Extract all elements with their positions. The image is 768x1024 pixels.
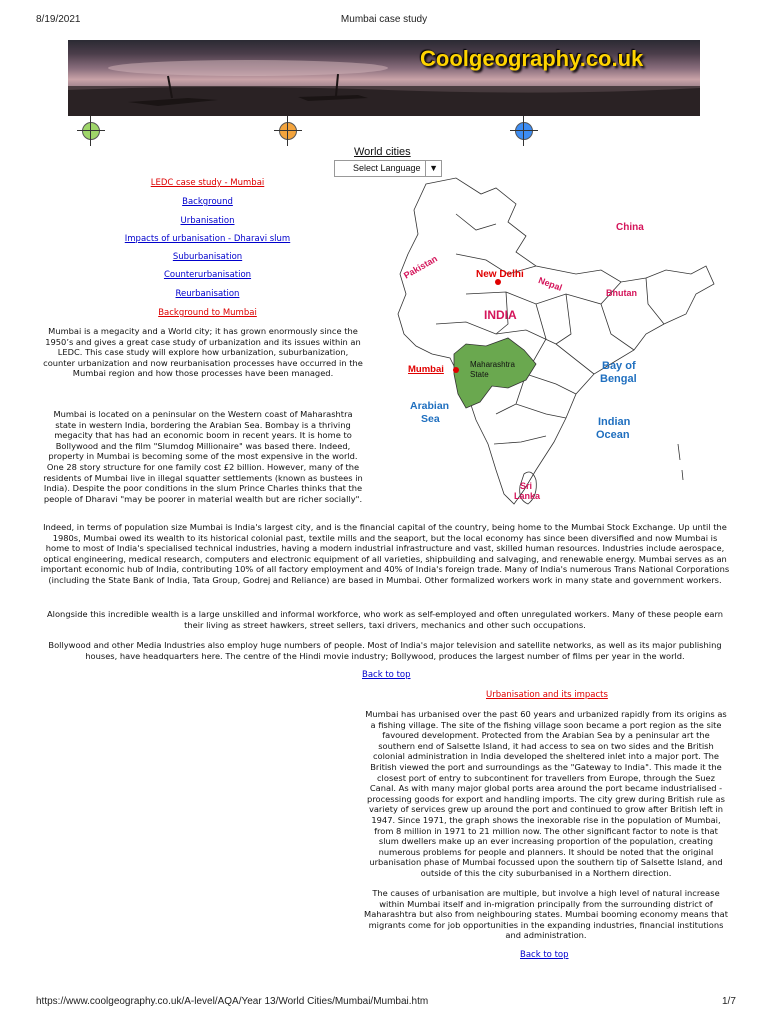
nav-link-counterurbanisation[interactable]: Counterurbanisation [163,270,252,280]
economy-paragraph: Indeed, in terms of population size Mumbai is India's largest city, and is the financial capital of the country, being home to the Mumbai Stock Exchange. Up until the 1980s, Mumbai owed its wealth to its historical colonial past, textile mills and the seaport, but the local economy has since been diversified and now Mumbai is home to most of India's specialised technical industries, having a modern industrial infrastructure and vast, skilled human resources. Industries include aerospace, optical engineering, medical research, computers and electronic equipment of all varieties, shipbuilding and salvaging, and renewable energy. Mumbai serves as an important economic hub of India, contributing 10% of all factory employment and 40% of India's foreign trade. Many of India's numerous Trans National Corporations (including the State Bank of India, Tata Group, Godrej and Reliance) are based in Mumbai. Other formalized workers work in many state and government workers. [40,522,730,585]
map-label-mumbai: Mumbai [408,364,444,375]
map-label-arabian: Arabian [410,400,450,412]
bollywood-paragraph: Bollywood and other Media Industries also employ huge numbers of people. Most of India's major television and satellite networks, as well as its major publishing houses, have headquarters here. The centre of the Hindi movie industry; Bollywood, produces the largest number of films per year in the world. [48,640,722,661]
globe-icon-green[interactable] [82,122,100,140]
back-to-top-link[interactable]: Back to top [362,670,411,680]
print-date: 8/19/2021 [36,14,81,25]
nav-link-background-to-mumbai[interactable]: Background to Mumbai [158,308,257,318]
print-page-title: Mumbai case study [340,14,428,25]
map-label-bay-of: Bay of [602,360,636,372]
section-title-urbanisation: Urbanisation and its impacts [486,690,608,700]
map-label-india: INDIA [484,308,517,322]
map-label-indian: Indian [598,416,631,428]
causes-paragraph: The causes of urbanisation are multiple, but involve a high level of natural increase within Mumbai itself and in-migration principally from the surrounding district of Maharashtra but also from neighbouring states. Mumbai booming economy means that migrants come for job opportunities in the expanding industries, financial institutions and administration. [364,888,728,941]
nav-link-background[interactable]: Background [182,197,233,207]
map-label-state: State [470,370,489,379]
language-select-label: Select Language [353,163,421,173]
print-url: https://www.coolgeography.co.uk/A-level/AQA/Year 13/World Cities/Mumbai/Mumbai.htm [36,996,429,1007]
location-paragraph: Mumbai is located on a peninsular on the Western coast of Maharashtra state in western India, bordering the Arabian Sea. Bombay is a thriving megacity that has had an economic boom in recent years. It is home to Bollywood and the film "Slumdog Millionaire" was based there. Indeed, property in Mumbai is becoming some of the most expensive in the world. One 28 story structure for one family cost £2 billion. However, many of the residents of Mumbai live in illegal squatter settlements (known as bustees in India). Despite the poor conditions in the slum Prince Charles thinks that the people of Dharavi "may be poorer in material wealth but are richer socially". [43,409,363,504]
informal-workforce-paragraph: Alongside this incredible wealth is a large unskilled and informal workforce, who work as self-employed and often unregulated workers. Many of these people earn their living as street hawkers, street sellers, taxi drivers, mechanics and other such occupations. [47,609,723,630]
map-label-pakistan: Pakistan [401,253,440,281]
map-label-china: China [616,222,644,233]
globe-icon-blue[interactable] [515,122,533,140]
globe-icon-orange[interactable] [279,122,297,140]
intro-paragraph: Mumbai is a megacity and a World city; it has grown enormously since the 1950’s and gives a great case study of urbanization and its issues within an LEDC. This case study will explore how urbanization, suburbanization, counter urbanization and now reurbanisation processes have occurred in the Mumbai region and how those processes have been managed. [43,326,363,379]
map-label-maharashtra: Maharashtra [470,360,515,369]
map-label-ocean: Ocean [596,429,630,441]
map-label-lanka: Lanka [514,491,541,501]
nav-link-reurbanisation[interactable]: Reurbanisation [175,289,240,299]
print-page-count: 1/7 [722,996,736,1007]
back-to-top-link-2[interactable]: Back to top [520,950,569,960]
nav-link-impacts-dharavi[interactable]: Impacts of urbanisation - Dharavi slum [124,234,291,244]
chevron-down-icon: ▼ [425,161,438,176]
site-banner[interactable] [68,40,700,116]
nav-link-urbanisation[interactable]: Urbanisation [180,216,235,226]
world-cities-title: World cities [354,146,411,158]
map-label-sri: Sri [520,481,533,491]
india-map [396,174,718,518]
map-label-sea: Sea [421,413,440,425]
site-logo-text: Coolgeography.co.uk [420,46,644,71]
map-label-bhutan: Bhutan [606,288,637,298]
map-label-new-delhi: New Delhi [476,269,524,280]
nav-link-suburbanisation[interactable]: Suburbanisation [172,252,243,262]
map-label-bengal: Bengal [600,373,637,385]
map-label-nepal: Nepal [537,275,564,293]
nav-link-ledc-case-study[interactable]: LEDC case study - Mumbai [150,178,265,188]
urbanisation-paragraph: Mumbai has urbanised over the past 60 years and urbanized rapidly from its origins as a fishing village. The site of the fishing village soon became a port region as the site favoured development. Protected from the Arabian Sea by a peninsular art the southern end of Salsette Island, it had access to sea on two sides and the British colonial administration in India developed the sheltered inlet into a major port. The British viewed the port and surroundings as the "Gateway to India". This made it the closest port of entry to subcontinent for travellers from Europe, through the Suez Canal. As with many major global ports area around the port became industrialised - processing goods for export and handling imports. The city grew during British rule as variety of services grew up around the port and continued to grow after British left in 1947. Since 1971, the graph shows the inexorable rise in the population of Mumbai, from 8 million in 1971 to 21 million now. The other significant factor to note is that slum dwellers make up an ever increasing proportion of the population, creating numerous problems for people and planners. It should be noted that the original urbanisation phase of Mumbai focussed upon the southern tip of Salsette Island, and outside of this the city suburbanised in a Northern direction. [365,709,727,878]
